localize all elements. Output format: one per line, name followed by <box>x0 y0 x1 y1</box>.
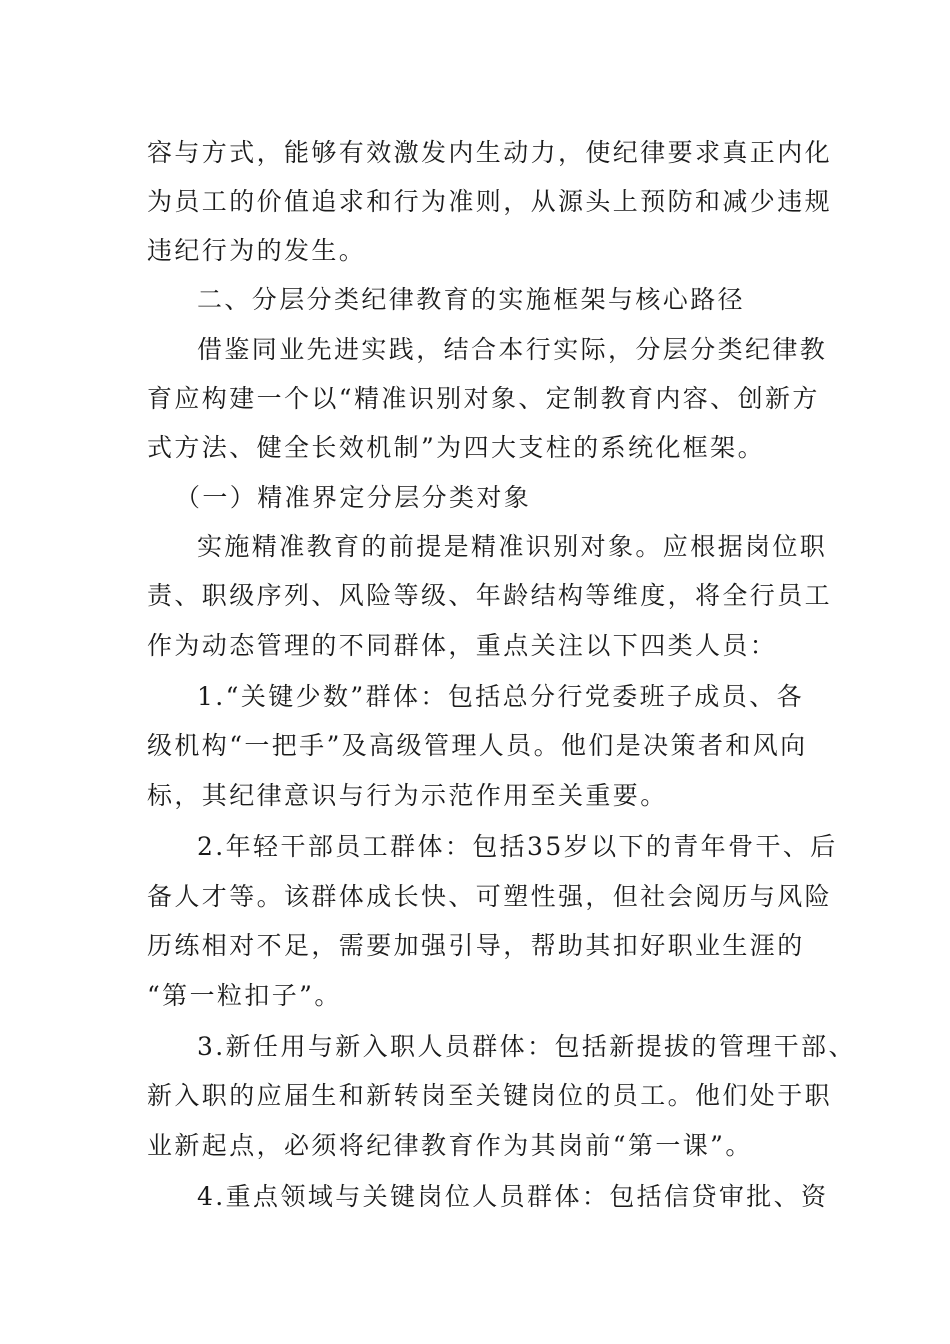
list-item-line: 业新起点，必须将纪律教育作为其岗前“第一课”。 <box>147 1131 753 1160</box>
list-item-line: 1.“关键少数”群体：包括总分行党委班子成员、各 <box>197 682 805 711</box>
paragraph-line: 违纪行为的发生。 <box>147 236 367 265</box>
list-item-line: 标，其纪律意识与行为示范作用至关重要。 <box>147 781 668 810</box>
paragraph-line: 容与方式，能够有效激发内生动力，使纪律要求真正内化 <box>147 138 833 167</box>
paragraph-line: 式方法、健全长效机制”为四大支柱的系统化框架。 <box>147 433 765 462</box>
section-heading: 二、分层分类纪律教育的实施框架与核心路径 <box>197 285 746 314</box>
paragraph-line: 为员工的价值追求和行为准则，从源头上预防和减少违规 <box>147 187 833 216</box>
paragraph-line: 实施精准教育的前提是精准识别对象。应根据岗位职 <box>197 532 828 561</box>
list-item-line: 新入职的应届生和新转岗至关键岗位的员工。他们处于职 <box>147 1081 833 1110</box>
list-item-line: 级机构“一把手”及高级管理人员。他们是决策者和风向 <box>147 731 808 760</box>
list-item-line: 2.年轻干部员工群体：包括35岁以下的青年骨干、后 <box>197 832 838 861</box>
paragraph-line: 责、职级序列、风险等级、年龄结构等维度，将全行员工 <box>147 581 833 610</box>
list-item-line: “第一粒扣子”。 <box>147 981 342 1010</box>
list-item-line: 历练相对不足，需要加强引导，帮助其扣好职业生涯的 <box>147 931 805 960</box>
paragraph-line: 借鉴同业先进实践，结合本行实际，分层分类纪律教 <box>197 335 828 364</box>
paragraph-line: 育应构建一个以“精准识别对象、定制教育内容、创新方 <box>147 384 820 413</box>
list-item-line: 4.重点领域与关键岗位人员群体：包括信贷审批、资 <box>197 1182 829 1211</box>
list-item-line: 3.新任用与新入职人员群体：包括新提拔的管理干部、 <box>197 1032 856 1061</box>
subsection-heading: （一）精准界定分层分类对象 <box>175 483 532 512</box>
list-item-line: 备人才等。该群体成长快、可塑性强，但社会阅历与风险 <box>147 882 833 911</box>
paragraph-line: 作为动态管理的不同群体，重点关注以下四类人员： <box>147 631 778 660</box>
